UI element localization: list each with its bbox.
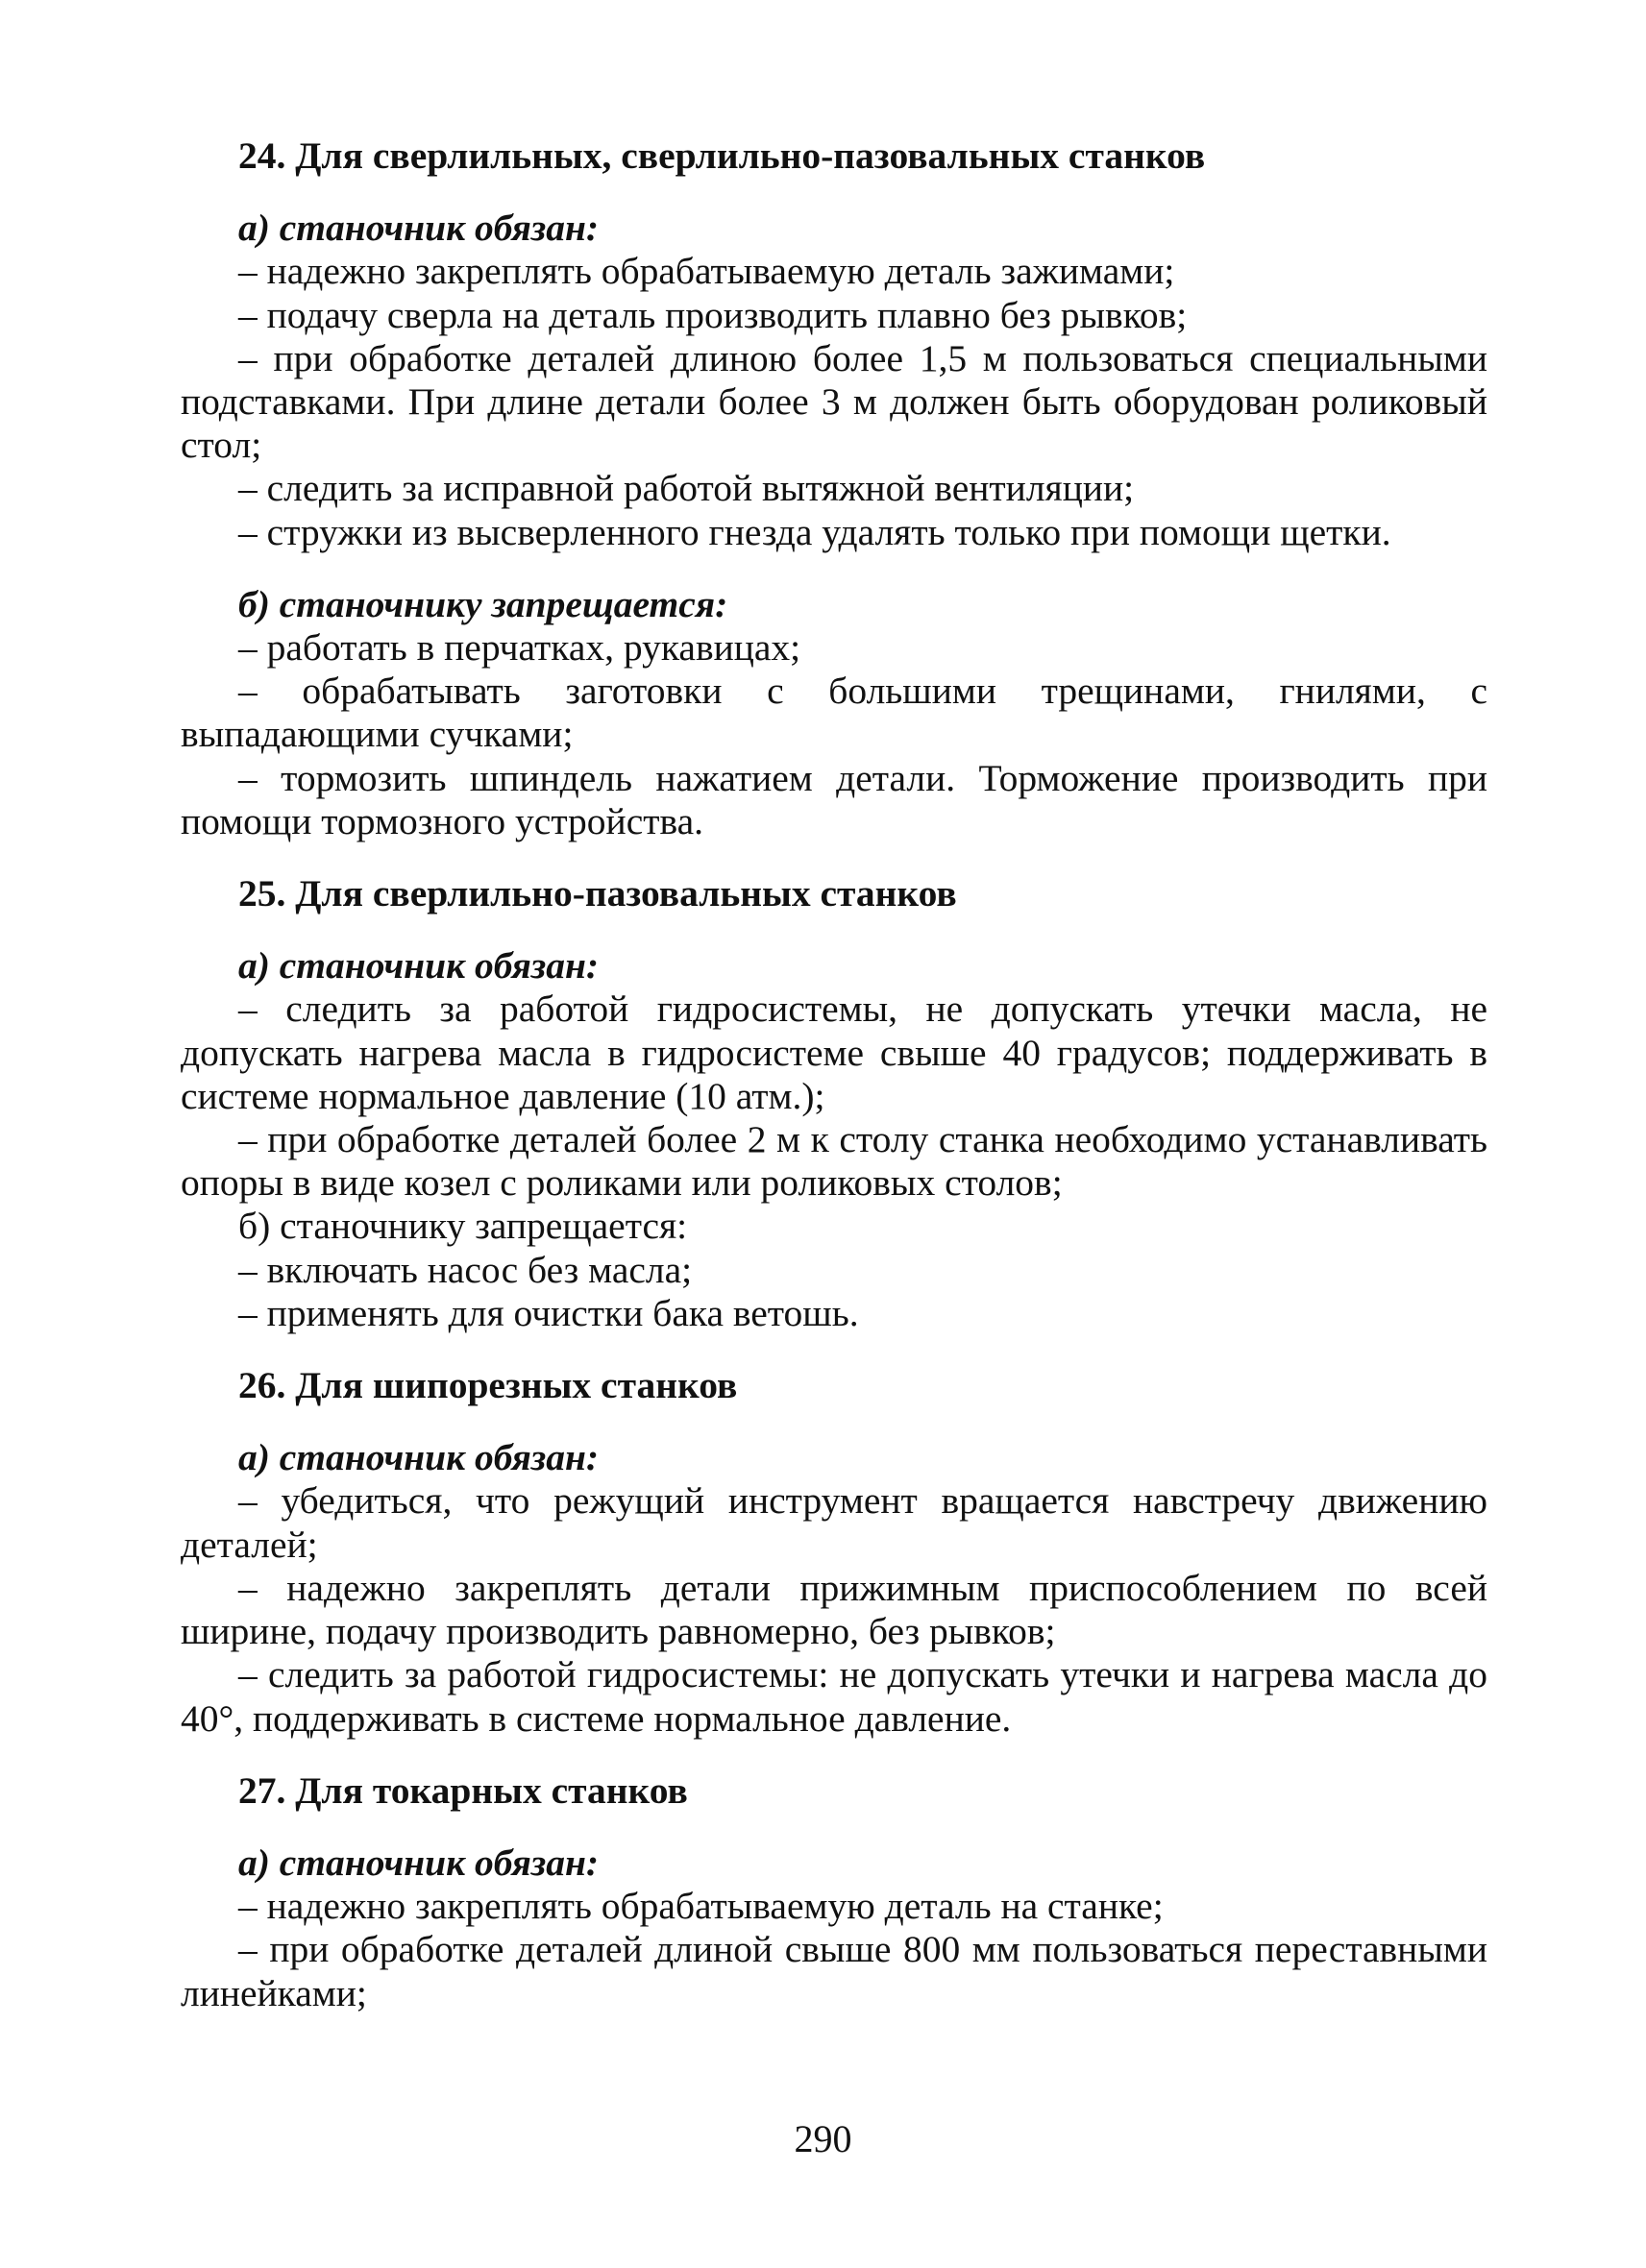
list-item: – следить за работой гидросистемы, не допускать утечки масла, не допускать нагрева масла в гидросистеме свыше 40 градусов; поддерживать в системе нормальное давление (10 атм.); [181, 988, 1487, 1117]
list-item: – при обработке деталей длиной свыше 800 мм пользоваться переставными линейками; [181, 1928, 1487, 2014]
subheading-prohibited-plain: б) станочнику запрещается: [238, 1205, 688, 1248]
list-item: – убедиться, что режущий инструмент вращается навстречу движению деталей; [181, 1479, 1487, 1566]
list-item: – при обработке деталей более 2 м к столу станка необходимо устанавливать опоры в виде козел с роликами или роликовых столов; [181, 1118, 1487, 1205]
document-page [181, 134, 1487, 2015]
subheading-obliged: а) станочник обязан: [238, 207, 600, 250]
page-number: 290 [794, 2117, 852, 2160]
section-title-27: 27. Для токарных станков [238, 1768, 688, 1812]
list-item: – надежно закреплять обрабатываемую деталь зажимами; [238, 250, 1175, 293]
section-title-26: 26. Для шипорезных станков [238, 1364, 738, 1407]
list-item: – подачу сверла на деталь производить плавно без рывков; [238, 293, 1188, 336]
list-item: – надежно закреплять обрабатываемую деталь на станке; [238, 1885, 1164, 1928]
list-item: – включать насос без масла; [238, 1248, 693, 1291]
section-title-25: 25. Для сверлильно-пазовальных станков [238, 872, 957, 915]
list-item: – стружки из высверленного гнезда удалять только при помощи щетки. [238, 510, 1391, 553]
list-item: – при обработке деталей длиною более 1,5 м пользоваться специальными подставками. При длине детали более 3 м должен быть оборудован роликовый стол; [181, 336, 1487, 467]
list-item: – следить за исправной работой вытяжной вентиляции; [238, 467, 1135, 510]
list-item: – следить за работой гидросистемы: не допускать утечки и нагрева масла до 40°, поддерживать в системе нормальное давление. [181, 1653, 1487, 1740]
subheading-obliged: а) станочник обязан: [238, 1841, 600, 1884]
list-item: – обрабатывать заготовки с большими трещинами, гнилями, с выпадающими сучками; [181, 670, 1487, 756]
list-item: – тормозить шпиндель нажатием детали. Торможение производить при помощи тормозного устройства. [181, 756, 1487, 842]
list-item: – надежно закреплять детали прижимным приспособлением по всей ширине, подачу производить равномерно, без рывков; [181, 1566, 1487, 1653]
subheading-obliged: а) станочник обязан: [238, 1436, 600, 1479]
subheading-obliged: а) станочник обязан: [238, 944, 600, 988]
subheading-prohibited: б) станочнику запрещается: [238, 582, 728, 625]
list-item: – работать в перчатках, рукавицах; [238, 626, 801, 670]
list-item: – применять для очистки бака ветошь. [238, 1291, 859, 1334]
section-title-24: 24. Для сверлильных, сверлильно-пазовальных станков [238, 134, 1206, 177]
